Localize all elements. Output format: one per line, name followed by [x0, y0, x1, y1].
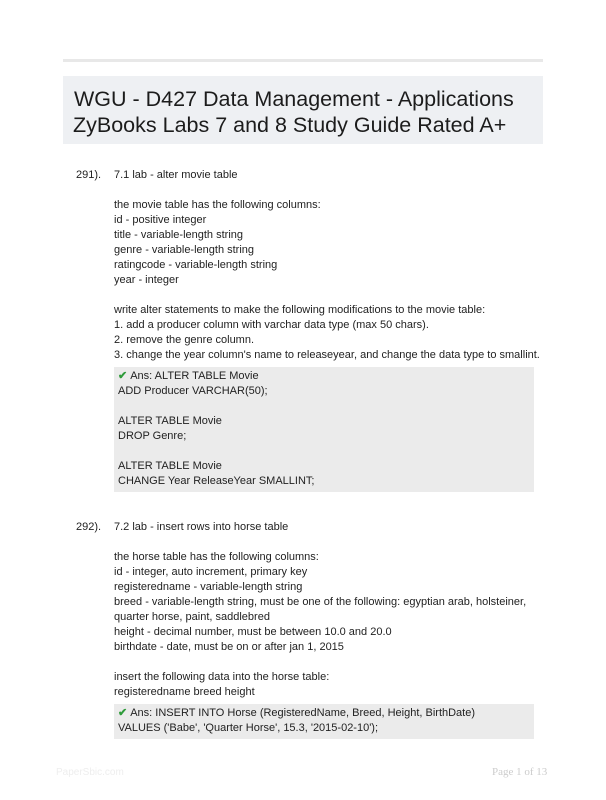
spacer [114, 288, 544, 303]
text-line: 1. add a producer column with varchar data type (max 50 chars). [114, 319, 429, 331]
text-line: height - decimal number, must be between 10.0 and 20.0 [114, 626, 392, 638]
top-divider [63, 59, 543, 62]
text-line: the horse table has the following columns: [114, 551, 319, 563]
answer-text: VALUES ('Babe', 'Quarter Horse', 15.3, '2015-02-10'); [118, 722, 379, 734]
answer-line [118, 384, 530, 399]
checkmark-icon: ✔ [118, 370, 128, 382]
text-line: genre - variable-length string [114, 244, 255, 256]
answer-line [118, 706, 530, 721]
answer-text: ADD Producer VARCHAR(50); [118, 385, 268, 397]
answer-line [118, 721, 530, 736]
checkmark-icon: ✔ [118, 707, 128, 719]
question-number: 292). [76, 521, 102, 533]
answer-text: ALTER TABLE Movie [118, 415, 222, 427]
document-title [63, 76, 543, 144]
answer-text: Ans: INSERT INTO Horse (RegisteredName, Breed, Height, BirthDate) [130, 707, 476, 719]
title-line-1: WGU - D427 Data Management - Applications [74, 87, 514, 111]
title-line-2: ZyBooks Labs 7 and 8 Study Guide Rated A+ [73, 113, 507, 137]
text-line: quarter horse, paint, saddlebred [114, 611, 270, 623]
text-line: id - positive integer [114, 214, 207, 226]
text-line: write alter statements to make the following modifications to the movie table: [114, 304, 486, 316]
answer-text: CHANGE Year ReleaseYear SMALLINT; [118, 475, 315, 487]
question-heading: 7.2 lab - insert rows into horse table [114, 521, 289, 533]
answer-line [118, 474, 530, 489]
answer-text: ALTER TABLE Movie [118, 460, 222, 472]
spacer [114, 535, 544, 550]
text-line: 3. change the year column's name to releaseyear, and change the data type to smallint. [114, 349, 540, 361]
text-line: title - variable-length string [114, 229, 244, 241]
text-line: id - integer, auto increment, primary key [114, 566, 308, 578]
spacer [114, 655, 544, 670]
answer-line [118, 459, 530, 474]
answer-line [118, 369, 530, 384]
question-number: 291). [76, 169, 102, 181]
question-body [114, 520, 544, 739]
text-line: ratingcode - variable-length string [114, 259, 278, 271]
text-line: registeredname - variable-length string [114, 581, 303, 593]
text-line: 2. remove the genre column. [114, 334, 255, 346]
answer-line [118, 399, 530, 414]
text-line: the movie table has the following columns: [114, 199, 321, 211]
answer-box [114, 367, 534, 492]
text-line: birthdate - date, must be on or after jan 1, 2015 [114, 641, 344, 653]
spacer [114, 183, 544, 198]
question-body [114, 168, 544, 492]
answer-line [118, 444, 530, 459]
question-heading: 7.1 lab - alter movie table [114, 169, 238, 181]
answer-box [114, 704, 534, 739]
text-line: year - integer [114, 274, 179, 286]
text-line: registeredname breed height [114, 686, 255, 698]
answer-text: Ans: ALTER TABLE Movie [130, 370, 259, 382]
answer-line [118, 429, 530, 444]
page-number: Page 1 of 13 [492, 766, 548, 778]
answer-line [118, 414, 530, 429]
text-line: insert the following data into the horse table: [114, 671, 330, 683]
text-line: breed - variable-length string, must be one of the following: egyptian arab, holsteiner, [114, 596, 527, 608]
answer-text: DROP Genre; [118, 430, 187, 442]
footer-site: PaperSbic.com [56, 767, 124, 778]
